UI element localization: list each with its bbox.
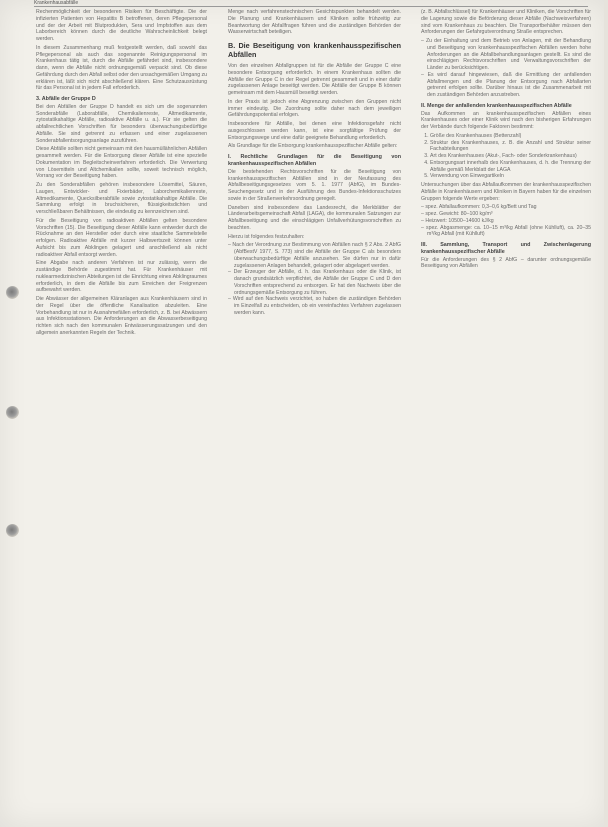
punch-hole-icon [6, 286, 19, 299]
list-item: – Es wird darauf hingewiesen, daß die Ermittlung der anfallenden Abfallmengen und die Planung der Entsorgung nach Abfallarten getrennt erfolgen sollte. Darüber hinaus ist die Zusammenarbeit mit den zuständigen Behörden anzustreben. [427, 72, 591, 99]
paragraph: Für die Beseitigung von radioaktiven Abfällen gelten besondere Vorschriften (15). Die Beseitigung dieser Abfälle kann entweder durch die Rücknahme an den Hersteller oder durch eine staatliche Sammelstelle erfolgen. Radioaktive Abfälle mit kurzer Halbwertszeit können unter Aufsicht bis zum Abklingen gelagert und anschließend als nicht radioaktiver Abfall entsorgt werden. [36, 217, 207, 258]
paragraph: Von den einzelnen Abfallgruppen ist für die Abfälle der Gruppe C eine besondere Entsorgung erforderlich. In einem Krankenhaus sollten die Abfälle der Gruppe C in der Regel getrennt gesammelt und in einer dafür zugelassenen Anlage beseitigt werden. Die Abfälle der Gruppe B können gemeinsam mit dem Hausmüll beseitigt werden. [228, 63, 401, 97]
section-heading: 3. Abfälle der Gruppe D [36, 96, 96, 102]
sheet-edge [604, 0, 608, 827]
paragraph: Das Aufkommen an krankenhausspezifischen Abfällen eines Krankenhauses oder einer Klinik wird nach den bisherigen Erfahrungen der Verbände durch folgende Faktoren bestimmt: [421, 110, 591, 131]
list-item: – Heizwert: 10500–14600 kJ/kg [427, 218, 591, 225]
list-item: 1. Größe des Krankenhauses (Bettenzahl) [430, 133, 591, 140]
list-item: – Nach der Verordnung zur Bestimmung von Abfällen nach § 2 Abs. 2 AbfG (AbfBestV 1977, S. 773) sind die Abfälle der Gruppe C als besonders überwachungsbedürftige Abfälle anzusehen. Sie dürfen nur in dafür zugelassenen Anlagen behandelt, gelagert oder abgelagert werden. [234, 242, 401, 269]
text-column-2 [228, 9, 401, 821]
section-heading: B. Die Beseitigung von krankenhausspezifischen Abfällen [228, 41, 401, 59]
paragraph: Als Grundlage für die Entsorgung krankenhausspezifischer Abfälle gelten: [228, 143, 398, 150]
paragraph: Diese Abfälle sollten nicht gemeinsam mit den hausmüllähnlichen Abfällen gesammelt werden. Für die Entsorgung dieser Abfälle ist eine spezielle Dokumentation im Begleitscheinverfahren erforderlich. Die Verwertung von Lösemitteln und Altchemikalien sollte, soweit technisch möglich, Vorrang vor der Beseitigung haben. [36, 146, 207, 180]
paragraph: Rechenmöglichkeit der besonderen Risiken für Beschäftigte. Die der infizierten Patienten von Hepatitis B betroffenen, deren Pflegepersonal und der der Arbeit mit Blutprodukten, Sera und Impfstoffen aus dem Laborbereich können durch die deutliche Wahrscheinlichkeit belegt werden. [36, 9, 207, 42]
dash-list [421, 204, 591, 238]
text-column-3 [421, 9, 591, 821]
list-item: 2. Struktur des Krankenhauses, z. B. die Anzahl und Struktur seiner Fachabteilungen [430, 140, 591, 154]
paragraph: Eine Abgabe nach anderen Verfahren ist nur zulässig, wenn die zuständige Behörde zugestimmt hat. Für Krankenhäuser mit nuklearmedizinischen Abteilungen ist die Einrichtung eines Abklingraumes erforderlich, in dem die Abfälle bis zum Erreichen der Freigrenzen aufbewahrt werden. [36, 260, 207, 294]
punch-hole-icon [6, 406, 19, 419]
subsection-heading: III. Sammlung, Transport und Zwischenlagerung krankenhausspezifischer Abfälle [421, 242, 591, 255]
list-item: 4. Entsorgungsart innerhalb des Krankenhauses, d. h. die Trennung der Abfälle gemäß Merkblatt der LAGA [430, 160, 591, 174]
paragraph: Menge nach verfahrenstechnischen Gesichtspunkten behandelt werden. Die Planung und Krankenhäusern und Kliniken sollte frühzeitig zur Beantwortung der Abfallfragen führen und die zuständigen Behörden der Wasserwirtschaft beteiligen. [228, 9, 401, 36]
list-item: – Der Erzeuger der Abfälle, d. h. das Krankenhaus oder die Klinik, ist danach grundsätzlich verpflichtet, die Abfälle der Gruppe C und D den Vorschriften entsprechend zu entsorgen. Er hat den Nachweis über die ordnungsgemäße Entsorgung zu führen. [234, 269, 401, 296]
list-item: – Wird auf den Nachweis verzichtet, so haben die zuständigen Behörden im Einzelfall zu entscheiden, ob ein vereinfachtes Verfahren zugelassen werden kann. [234, 296, 401, 316]
paragraph: Zu den Sonderabfällen gehören insbesondere Lösemittel, Säuren, Laugen, Entwickler- und Fixierbäder, Laborchemikalienreste, Altmedikamente, Quecksilberabfälle sowie zytostatikahaltige Abfälle. Die Sammlung erfolgt in bruchsicheren, flüssigkeitsdichten und verschließbaren Behältnissen, die eindeutig zu kennzeichnen sind. [36, 182, 207, 216]
subsection-heading: I. Rechtliche Grundlagen für die Beseitigung von krankenhausspezifischen Abfällen [228, 154, 401, 167]
paragraph: Hierzu ist folgendes festzuhalten: [228, 233, 305, 240]
subsection-heading: II. Menge der anfallenden krankenhausspezifischen Abfälle [421, 102, 572, 109]
paragraph: In diesem Zusammenhang muß festgestellt werden, daß sowohl das Pflegepersonal als auch das sogenannte Reinigungspersonal im Krankenhaus tätig ist, durch die Abfälle gefährdet sind, insbesondere dann, wenn die Abfälle nicht ordnungsgemäß verpackt sind. Ob diese Gefährdung durch den Abfall selbst oder den unsachgemäßen Umgang zu erklären ist, läßt sich nicht abschließend klären. Eine Schutzausrüstung für das Personal ist in jedem Fall erforderlich. [36, 44, 207, 92]
running-head [34, 0, 588, 7]
paragraph: (z. B. Abfallschlüssel) für Krankenhäuser und Kliniken, die Vorschriften für die Lagerung sowie die Beförderung dieser Abfälle (Nachweisverfahren) sind vom Krankenhaus zu beachten. Die Transportbehälter müssen den Anforderungen der Gefahrgutverordnung Straße entsprechen. [421, 9, 591, 36]
list-item: – spez. Abfallaufkommen: 0,3–0,6 kg/Bett und Tag [427, 204, 591, 211]
list-item: 3. Art des Krankenhauses (Akut-, Fach- oder Sonderkrankenhaus) [430, 153, 591, 160]
paragraph: Daneben sind insbesondere das Landesrecht, die Merkblätter der Länderarbeitsgemeinschaft Abfall (LAGA), die kommunalen Satzungen zur Abfallbeseitigung und die einschlägigen Unfallverhütungsvorschriften zu beachten. [228, 204, 401, 231]
dash-list [421, 38, 591, 99]
dash-list [228, 242, 401, 316]
paragraph: Bei den Abfällen der Gruppe D handelt es sich um die sogenannten Sonderabfälle (Laborabfälle, Chemikalienreste, Altmedikamente, zytostatikahaltige Abfälle, radioaktive Abfälle u. a.). Für sie gelten die abfallrechtlichen Vorschriften für besonders überwachungsbedürftige Abfälle. Sie sind getrennt zu erfassen und einer zugelassenen Sonderabfallentsorgungsanlage zuzuführen. [36, 103, 207, 144]
list-item: 5. Verwendung von Einwegartikeln [430, 173, 591, 180]
punch-holes [0, 0, 30, 827]
paragraph: Die bestehenden Rechtsvorschriften für die Beseitigung von krankenhausspezifischen Abfällen sind in der Neufassung des Abfallbeseitigungsgesetzes vom 5. 1. 1977 (AbfG), im Bundes-Seuchengesetz und in der Ausführung des Bundes-Infektionsschutzes sowie in der Straßenverkehrsordnung geregelt. [228, 168, 401, 202]
text-column-1 [36, 9, 207, 821]
factor-list [421, 133, 591, 180]
paragraph: Untersuchungen über das Abfallaufkommen der krankenhausspezifischen Abfälle in Krankenhäusern und Kliniken in Bayern haben für die einzelnen Gruppen folgende Werte ergeben: [421, 182, 591, 202]
list-item: – Zu der Einhaltung und dem Betrieb von Anlagen, mit der Behandlung und Beseitigung von krankenhausspezifischen Abfällen werden hohe Anforderungen an die Abfallbehandlungsanlagen gestellt. Es sind die einschlägigen Rechtsvorschriften und Verwaltungsvorschriften der Länder zu berücksichtigen. [427, 38, 591, 72]
punch-hole-icon [6, 524, 19, 537]
list-item: – spez. Abgasmenge: ca. 10–15 m³/kg Abfall (ohne Kühlluft), ca. 20–35 m³/kg Abfall (mit Kühlluft) [427, 225, 591, 239]
paragraph: In der Praxis ist jedoch eine Abgrenzung zwischen den Gruppen nicht immer eindeutig. Die Zuordnung sollte daher nach dem jeweiligen Gefährdungspotential erfolgen. [228, 98, 401, 119]
paragraph: Insbesondere für Abfälle, bei denen eine Infektionsgefahr nicht ausgeschlossen werden kann, ist eine sorgfältige Prüfung der Entsorgungswege und eine dafür geeignete Behandlung erforderlich. [228, 121, 401, 141]
paragraph: Die Abwässer der allgemeinen Kläranlagen aus Krankenhäusern sind in der Regel über die öffentliche Kanalisation abzuleiten. Eine Vorbehandlung ist nur in Ausnahmefällen erforderlich, z. B. bei Abwässern aus Infektionsstationen. Die Anforderungen an die Abwasserbeseitigung richten sich nach den kommunalen Entwässerungssatzungen und den allgemein anerkannten Regeln der Technik. [36, 296, 207, 336]
running-head-title: Krankenhausabfälle [34, 0, 79, 6]
paragraph: Für die Anforderungen des § 2 AbfG – darunter ordnungsgemäße Beseitigung von Abfällen [421, 256, 591, 270]
list-item: – spez. Gewicht: 80–100 kg/m³ [427, 211, 591, 218]
